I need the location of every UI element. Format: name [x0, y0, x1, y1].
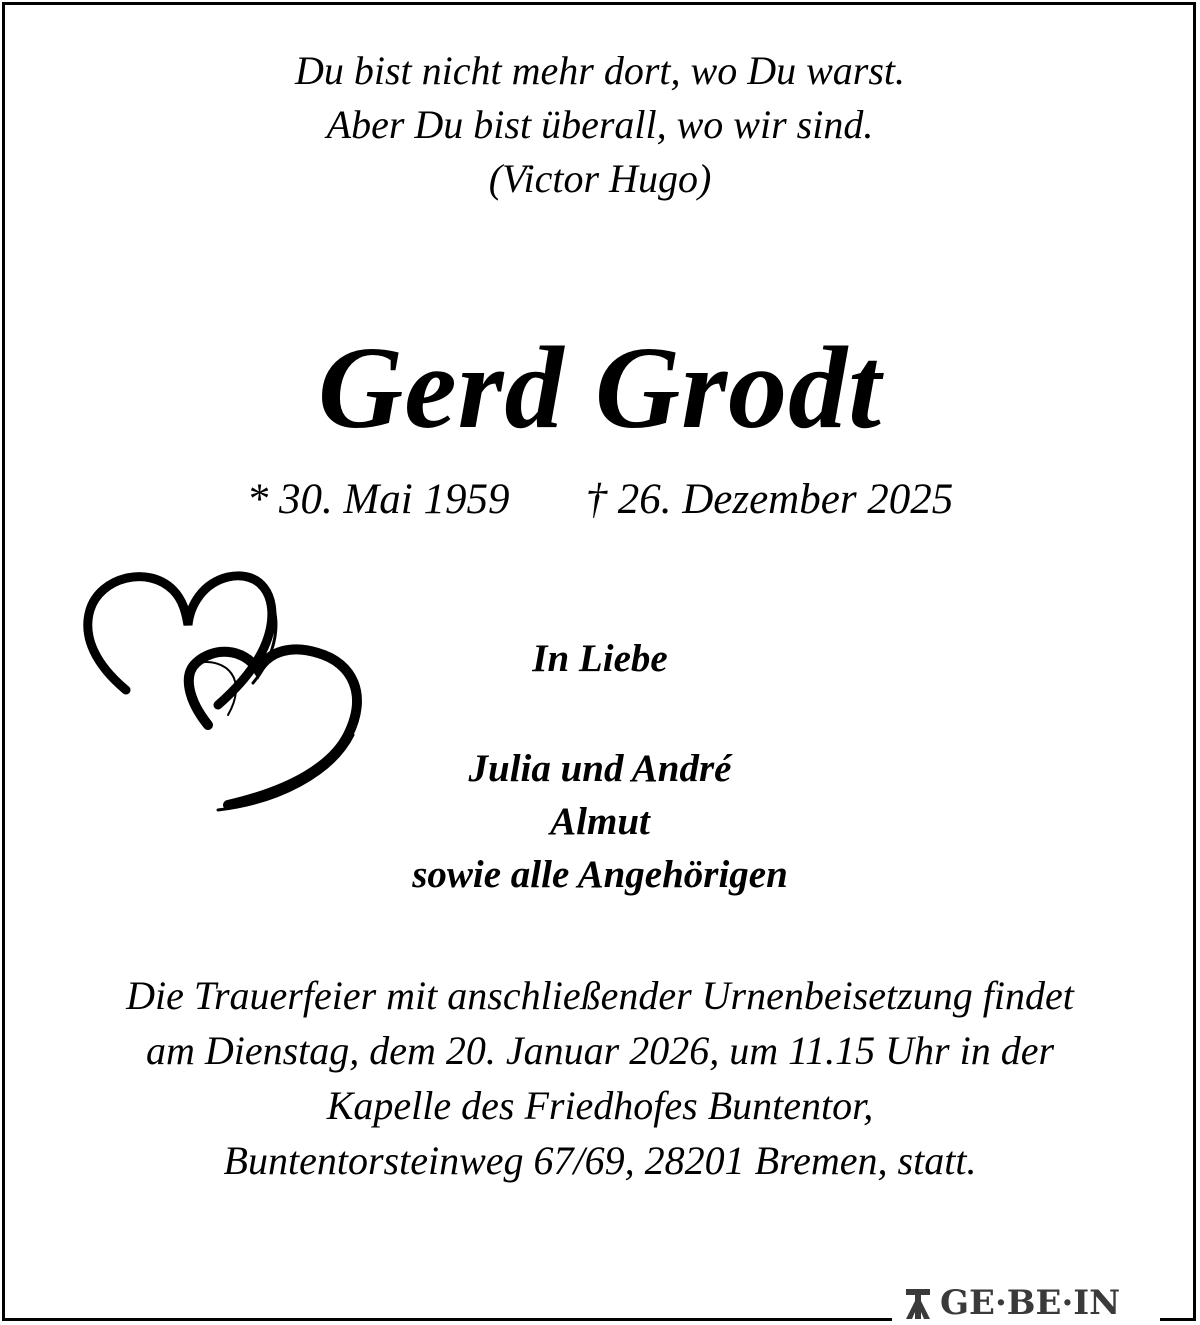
life-dates: [0, 472, 1200, 528]
bottom-rule-end: [1160, 1318, 1196, 1321]
quote-line-2: Aber Du bist überall, wo wir sind.: [326, 102, 874, 147]
service-line-4: Buntentorsteinweg 67/69, 28201 Bremen, statt.: [223, 1138, 977, 1183]
deceased-name: Gerd Grodt: [318, 322, 882, 453]
quote-attribution: (Victor Hugo): [488, 156, 712, 201]
mourners-intro: In Liebe: [532, 637, 668, 680]
bottom-rule: [2, 1318, 892, 1321]
mourner-line-3: sowie alle Angehörigen: [412, 853, 788, 896]
quote-block: [0, 44, 1200, 206]
logo-text: GE·BE·IN: [940, 1283, 1121, 1323]
gebein-mark-icon: [900, 1285, 936, 1321]
mourner-line-2: Almut: [550, 800, 650, 843]
mourners-list: [0, 742, 1200, 901]
service-line-1: Die Trauerfeier mit anschließender Urnenbeisetzung findet: [126, 973, 1074, 1018]
birth-date: * 30. Mai 1959: [246, 476, 510, 523]
mourner-line-1: Julia und André: [468, 747, 732, 790]
death-date: † 26. Dezember 2025: [585, 476, 954, 523]
service-line-2: am Dienstag, dem 20. Januar 2026, um 11.15 Uhr in der: [145, 1028, 1055, 1073]
service-details: [0, 968, 1200, 1188]
quote-line-1: Du bist nicht mehr dort, wo Du warst.: [294, 48, 906, 93]
service-line-3: Kapelle des Friedhofes Buntentor,: [326, 1083, 874, 1128]
gebein-logo: [900, 1282, 1160, 1324]
